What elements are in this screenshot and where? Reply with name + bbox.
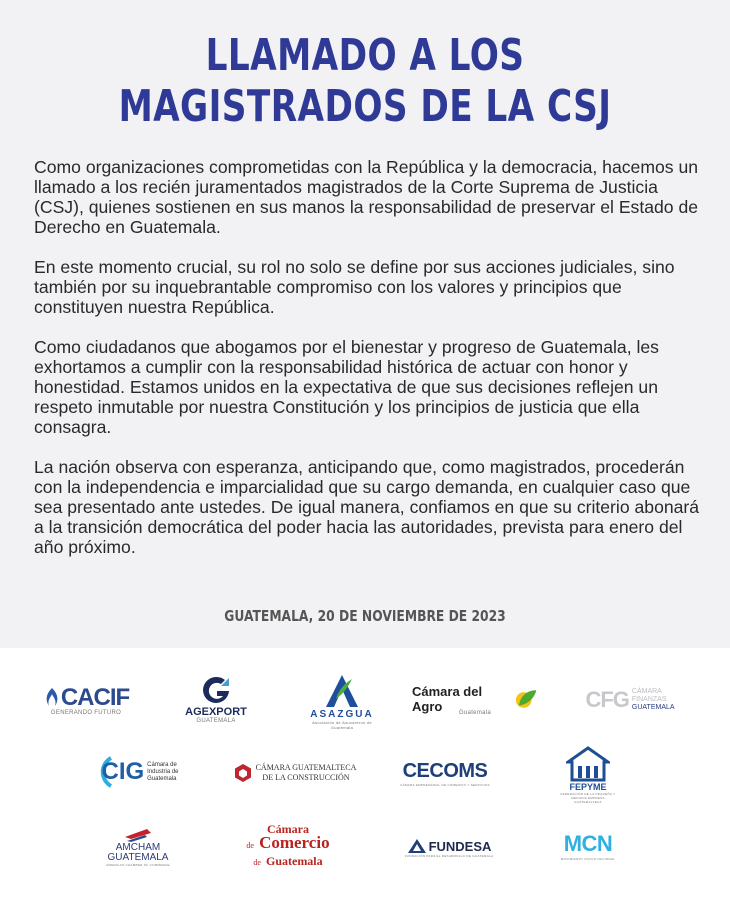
fundesa-sub: FUNDACIÓN PARA EL DESARROLLO DE GUATEMALA bbox=[404, 854, 494, 858]
logo-band bbox=[0, 648, 730, 900]
statement-body bbox=[34, 157, 702, 577]
cig-line-1: Cámara de bbox=[147, 761, 177, 768]
cfg-logo bbox=[568, 684, 692, 716]
agexport-g-icon bbox=[199, 674, 233, 706]
asazgua-logo bbox=[302, 670, 382, 732]
title-line-2: MAGISTRADOS DE LA CSJ bbox=[118, 81, 612, 132]
construccion-line-1: CÁMARA GUATEMALTECA bbox=[255, 763, 357, 772]
cacif-logo bbox=[38, 680, 134, 720]
title-line-1: LLAMADO A LOS bbox=[205, 30, 525, 81]
construccion-cube-icon bbox=[234, 763, 252, 783]
cfg-line-1: CÁMARA bbox=[631, 688, 662, 695]
asazgua-sub: Asociación de Azucareros de Guatemala bbox=[312, 719, 372, 730]
fepyme-logo bbox=[560, 744, 616, 806]
fepyme-name: FEPYME bbox=[569, 782, 607, 792]
cfg-line-2: FINANZAS bbox=[631, 696, 667, 703]
camara-comercio-line-2: Comercio bbox=[259, 833, 330, 852]
page-title bbox=[80, 30, 649, 132]
camara-comercio-logo bbox=[246, 824, 330, 868]
cacif-tagline: GENERANDO FUTURO bbox=[50, 710, 122, 716]
cig-line-2: Industria de bbox=[147, 768, 179, 775]
mcn-logo bbox=[552, 828, 624, 864]
fundesa-logo bbox=[394, 834, 504, 862]
camara-comercio-de-2: de bbox=[253, 858, 261, 867]
paragraph-3: Como ciudadanos que abogamos por el bienestar y progreso de Guatemala, les exhortamos a cumplir con la responsabilidad histórica de actuar con honor y honestidad. Estamos unidos en la expectativa de que sus decisiones reflejen un respeto inmutable por nuestra Constitución y los principios de justicia que ella consagra. bbox=[34, 337, 659, 437]
amcham-line-1: AMCHAM bbox=[115, 842, 161, 853]
fundesa-triangle-icon bbox=[407, 838, 427, 854]
camara-agro-logo bbox=[412, 678, 538, 722]
construccion-logo bbox=[230, 758, 360, 788]
mcn-name: MCN bbox=[563, 831, 613, 856]
cfg-line-3: GUATEMALA bbox=[631, 704, 675, 711]
camara-agro-name: Cámara del Agro bbox=[412, 684, 483, 714]
camara-comercio-de-1: de bbox=[246, 841, 254, 850]
cfg-initials: CFG bbox=[585, 687, 629, 712]
cig-initials: CIG bbox=[101, 758, 145, 785]
mcn-sub: MOVIMIENTO CÍVICO NACIONAL bbox=[560, 857, 616, 861]
asazgua-a-icon bbox=[322, 673, 362, 709]
paragraph-4: La nación observa con esperanza, anticipando que, como magistrados, procederán con la independencia e imparcialidad que su cargo demanda, en cualquier caso que sea presentado ante ustedes. De igual manera, confiamos en que su criterio abonará a la transición democrática del poder hacia las autoridades, prevista para enero del año próximo. bbox=[34, 457, 700, 557]
cacif-flame-icon bbox=[43, 686, 61, 710]
camara-agro-leaf-icon bbox=[513, 688, 538, 710]
amcham-sub: AMERICAN CHAMBER OF COMMERCE bbox=[106, 863, 170, 867]
asazgua-name: ASAZGUA bbox=[310, 708, 374, 720]
fepyme-sub: FEDERACIÓN DE LA PEQUEÑA Y MEDIANA EMPRESA GUATEMALTECA bbox=[560, 792, 616, 804]
agexport-sub: GUATEMALA bbox=[196, 718, 236, 724]
fepyme-building-icon bbox=[566, 746, 610, 782]
agexport-logo bbox=[178, 670, 254, 728]
cecoms-sub: CÁMARA EMPRESARIAL DE COMERCIO Y SERVICIOS bbox=[400, 782, 490, 787]
camara-comercio-line-3: Guatemala bbox=[265, 854, 323, 868]
cecoms-logo bbox=[398, 756, 492, 790]
cig-logo bbox=[88, 748, 184, 796]
camara-agro-sub: Guatemala bbox=[458, 710, 492, 716]
date-line: GUATEMALA, 20 DE NOVIEMBRE DE 2023 bbox=[224, 607, 506, 625]
cacif-name: CACIF bbox=[60, 684, 130, 711]
cecoms-name: CECOMS bbox=[402, 759, 488, 782]
paragraph-1: Como organizaciones comprometidas con la República y la democracia, hacemos un llamado a los recién juramentados magistrados de la Corte Suprema de Justicia (CSJ), quienes sostienen en sus manos la responsabilidad de preservar el Estado de Derecho en Guatemala. bbox=[34, 157, 699, 237]
fundesa-name: FUNDESA bbox=[428, 838, 492, 854]
construccion-line-2: DE LA CONSTRUCCIÓN bbox=[262, 773, 350, 782]
paragraph-2: En este momento crucial, su rol no solo se define por sus acciones judiciales, sino también por su inquebrantable compromiso con los valores y principios que constituyen nuestra República. bbox=[34, 257, 675, 317]
cig-line-3: Guatemala bbox=[147, 775, 177, 782]
amcham-logo bbox=[100, 822, 176, 872]
amcham-line-2: GUATEMALA bbox=[107, 852, 169, 863]
agexport-name: AGEXPORT bbox=[185, 706, 247, 718]
camara-comercio-line-1: Cámara bbox=[267, 822, 309, 836]
amcham-wing-icon bbox=[123, 827, 153, 843]
